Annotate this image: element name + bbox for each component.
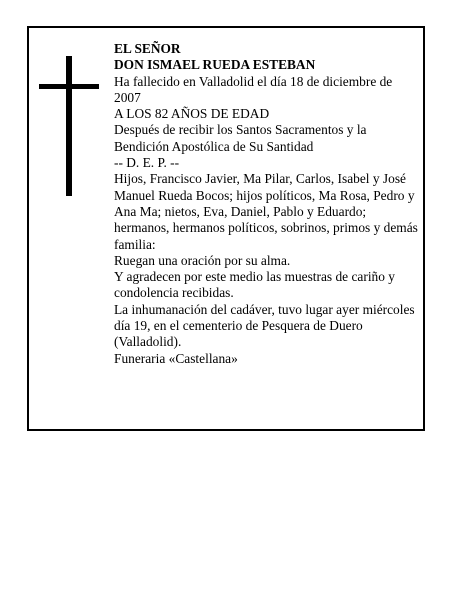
rip-line: -- D. E. P. -- [114,155,180,171]
cross-vertical-bar [66,56,72,196]
funeral-home-line: Funeraria «Castellana» [114,350,238,366]
family-line: Hijos, Francisco Javier, Ma Pilar, Carlos, Isabel y José Manuel Rueda Bocos; hijos políticos, Ma Rosa, Pedro y Ana Ma; nietos, Eva, Daniel, Pablo y Eduardo; hermanos, hermanos políticos, sobrinos, primos y demás familia: [114,171,418,252]
death-info: Ha fallecido en Valladolid el día 18 de diciembre de 2007 [114,73,393,105]
thanks-line: Y agradecen por este medio las muestras de cariño y condolencia recibidas. [114,269,395,301]
title-line-1: EL SEÑOR [114,41,181,56]
age-line: A LOS 82 AÑOS DE EDAD [114,106,270,122]
deceased-name: DON ISMAEL RUEDA ESTEBAN [114,57,316,73]
cross-horizontal-bar [39,84,99,89]
sacraments-line: Después de recibir los Santos Sacramentos y la Bendición Apostólica de Su Santidad [114,122,367,154]
burial-line: La inhumanación del cadáver, tuvo lugar ayer miércoles día 19, en el cementerio de Pesquera de Duero (Valladolid). [114,301,415,350]
obituary-notice [27,26,425,431]
prayer-line: Ruegan una oración por su alma. [114,252,291,268]
notice-text [114,41,422,367]
